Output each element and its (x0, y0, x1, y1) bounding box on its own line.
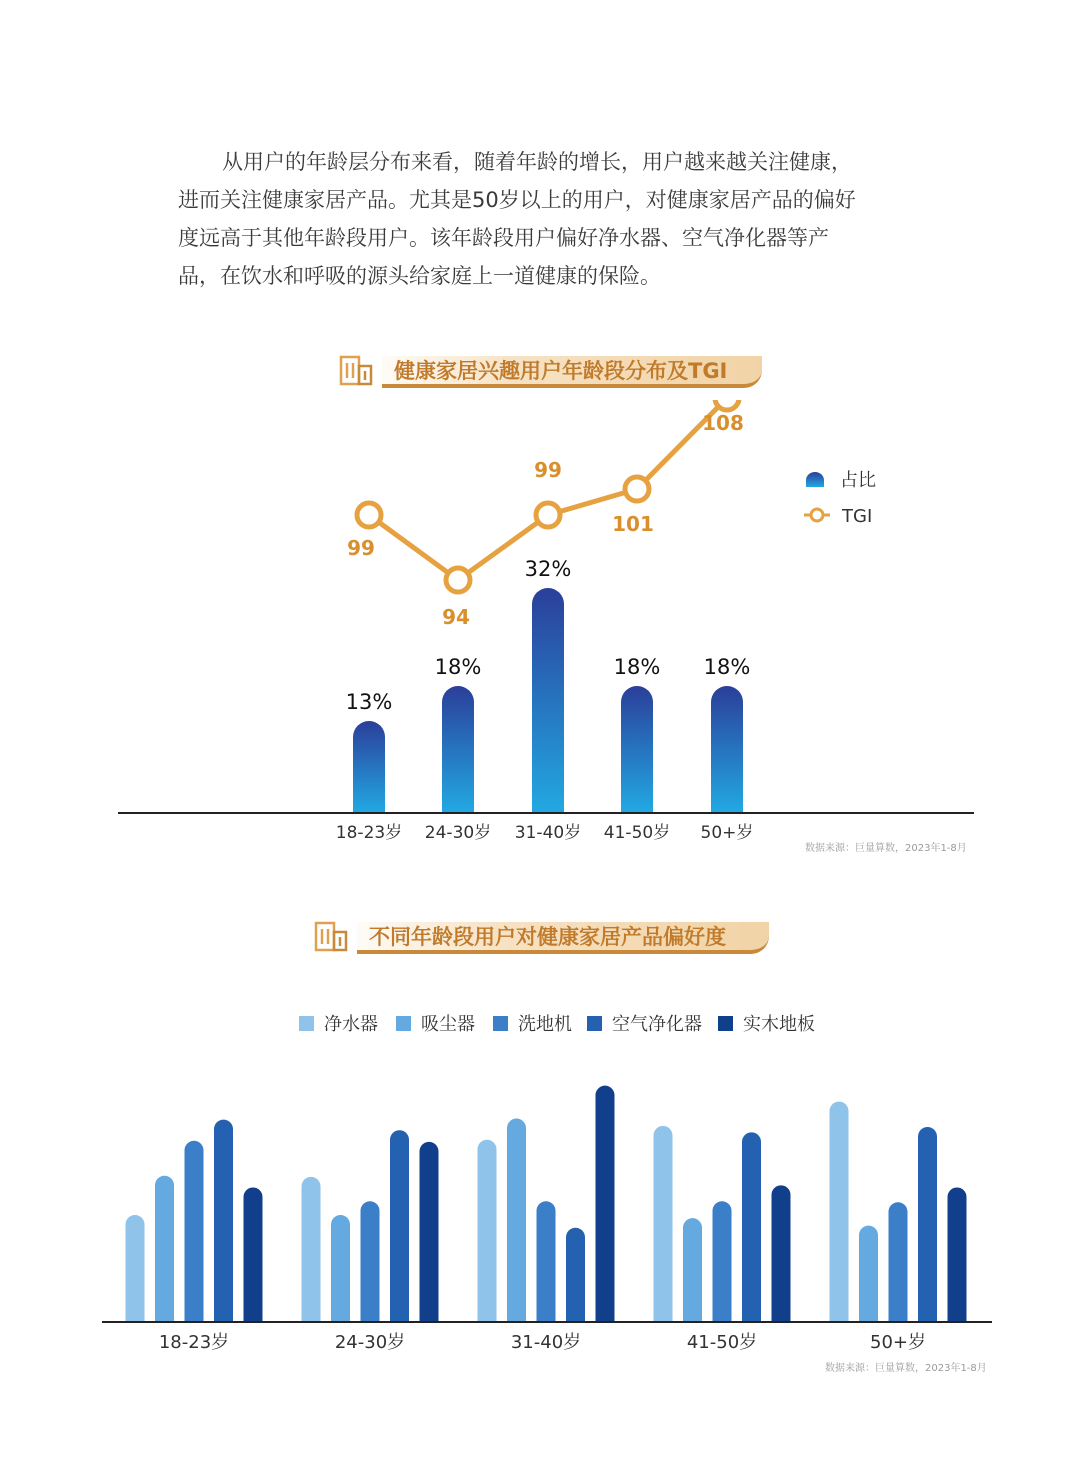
preference-bar (830, 1102, 849, 1321)
chart1-title-banner (338, 352, 768, 392)
tgi-value-label: 99 (534, 458, 562, 482)
preference-bar (507, 1119, 526, 1321)
legend-swatch (493, 1016, 508, 1031)
preference-bar (596, 1086, 615, 1321)
x-tick-label: 18-23岁 (158, 1332, 230, 1353)
legend-line-marker (811, 509, 823, 521)
legend-bar-swatch (806, 472, 824, 487)
tgi-value-label: 101 (612, 512, 654, 536)
chart1-title: 健康家居兴趣用户年龄段分布及TGI (394, 359, 728, 383)
bar-share (532, 588, 564, 812)
preference-bar (126, 1215, 145, 1321)
preference-bar (390, 1130, 409, 1321)
bar-share (442, 686, 474, 812)
legend-label: 空气净化器 (612, 1014, 702, 1035)
bar-share (621, 686, 653, 812)
legend-swatch (396, 1016, 411, 1031)
x-tick-label: 50+岁 (700, 823, 754, 843)
legend-label: 吸尘器 (421, 1014, 475, 1035)
x-tick-label: 31-40岁 (514, 823, 582, 843)
preference-bar (654, 1126, 673, 1321)
bar-share (353, 721, 385, 812)
x-tick-label: 31-40岁 (510, 1332, 582, 1353)
preference-bar (683, 1218, 702, 1321)
preference-bar (361, 1201, 380, 1321)
preference-bar (772, 1185, 791, 1321)
preference-bar (302, 1177, 321, 1321)
tgi-point (357, 503, 381, 527)
chart2-source: 数据来源：巨量算数，2023年1-8月 (825, 1363, 987, 1374)
intro-line: 进而关注健康家居产品。尤其是50岁以上的用户，对健康家居产品的偏好 (178, 188, 856, 212)
x-tick-label: 24-30岁 (334, 1332, 406, 1353)
preference-bar (214, 1120, 233, 1321)
preference-bar (478, 1140, 497, 1321)
tgi-value-label: 108 (702, 411, 744, 435)
bar-value-label: 18% (703, 655, 751, 679)
preference-bar (859, 1226, 878, 1321)
legend-line-label: TGI (842, 506, 873, 527)
chart1-source: 数据来源：巨量算数，2023年1-8月 (805, 843, 967, 854)
tgi-point (446, 568, 470, 592)
chart2-title-bar (357, 922, 769, 954)
bar-share (711, 686, 743, 812)
tgi-point (536, 503, 560, 527)
legend-swatch (299, 1016, 314, 1031)
x-tick-label: 41-50岁 (603, 823, 671, 843)
preference-bar (331, 1215, 350, 1321)
preference-bar (918, 1127, 937, 1321)
chart2-title-banner (313, 918, 773, 958)
preference-bar (244, 1187, 263, 1321)
chart2-title: 不同年龄段用户对健康家居产品偏好度 (369, 925, 726, 949)
legend-bar-label: 占比 (840, 470, 876, 491)
legend-label: 洗地机 (518, 1014, 572, 1035)
legend-label: 实木地板 (743, 1014, 815, 1035)
bar-value-label: 13% (345, 690, 393, 714)
intro-line: 品，在饮水和呼吸的源头给家庭上一道健康的保险。 (178, 264, 661, 288)
tgi-value-label: 99 (347, 536, 375, 560)
chart1-title-bar (382, 356, 762, 388)
age-distribution-tgi-chart (0, 400, 1080, 860)
x-tick-label: 18-23岁 (335, 823, 403, 843)
legend-swatch (587, 1016, 602, 1031)
tgi-point (715, 400, 739, 410)
legend (804, 470, 876, 527)
x-tick-label: 24-30岁 (424, 823, 492, 843)
intro-line: 度远高于其他年龄段用户。该年龄段用户偏好净水器、空气净化器等产 (178, 226, 829, 250)
preference-bar (948, 1187, 967, 1321)
building-icon (313, 918, 349, 954)
preference-bar (566, 1228, 585, 1321)
preference-bar (420, 1142, 439, 1321)
legend-label: 净水器 (324, 1014, 378, 1035)
building-icon (338, 352, 374, 388)
preference-bar (713, 1201, 732, 1321)
tgi-line (369, 400, 727, 580)
preference-bar (185, 1141, 204, 1321)
tgi-value-label: 94 (442, 605, 470, 629)
preference-bar (742, 1132, 761, 1321)
intro-line: 从用户的年龄层分布来看，随着年龄的增长，用户越来越关注健康， (222, 150, 852, 174)
bar-value-label: 18% (434, 655, 482, 679)
tgi-point (625, 477, 649, 501)
bar-value-label: 18% (613, 655, 661, 679)
legend-swatch (718, 1016, 733, 1031)
preference-bar (889, 1202, 908, 1321)
x-tick-label: 50+岁 (870, 1332, 926, 1353)
preference-bar (537, 1201, 556, 1321)
product-preference-chart (0, 1000, 1080, 1360)
x-tick-label: 41-50岁 (686, 1332, 758, 1353)
intro-paragraph (178, 143, 898, 295)
bar-value-label: 32% (524, 557, 572, 581)
preference-bar (155, 1176, 174, 1321)
